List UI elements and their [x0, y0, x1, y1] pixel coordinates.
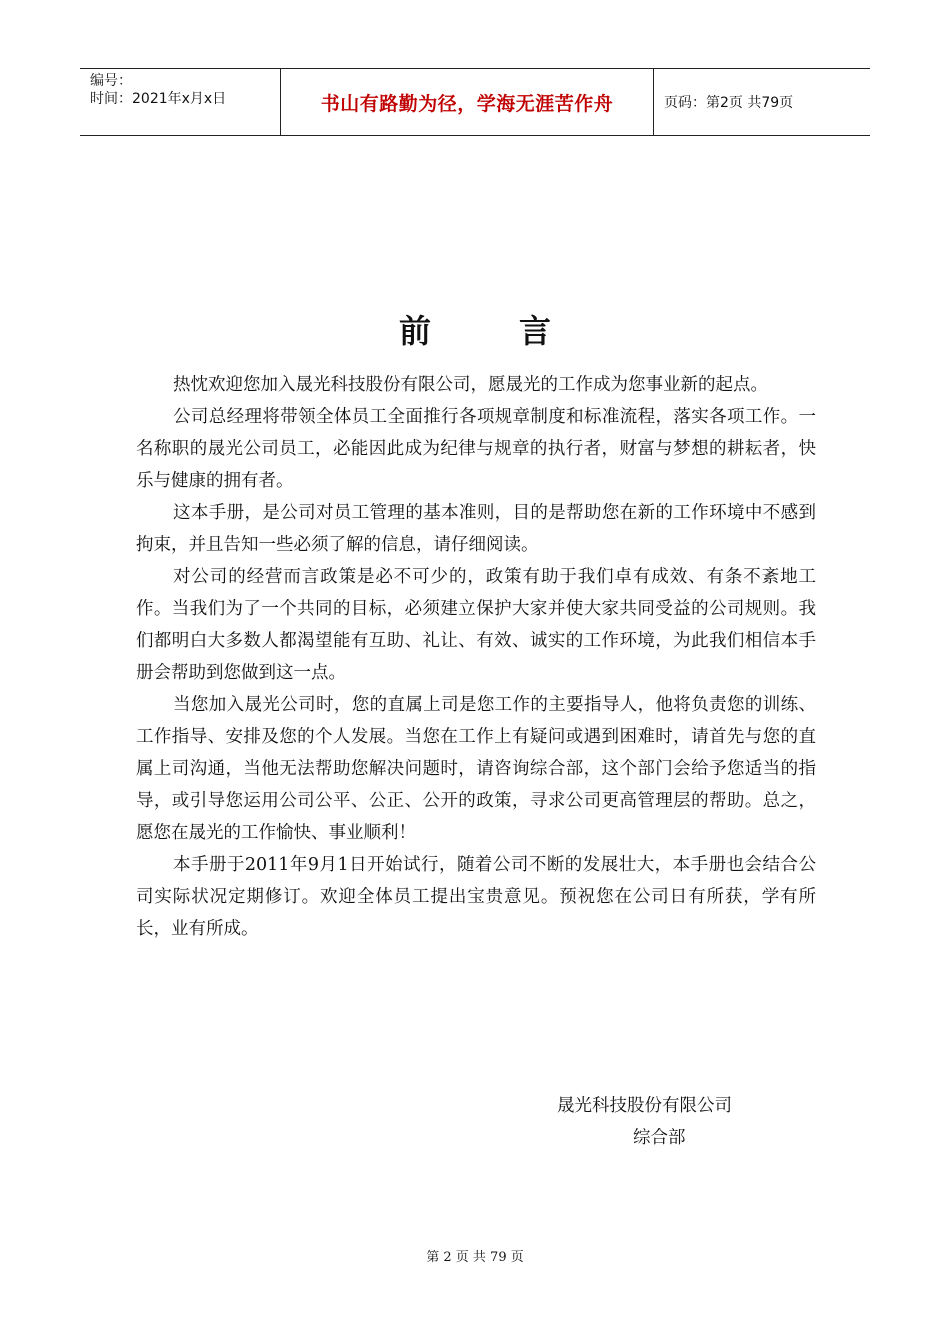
header-page-number: 页码：第2页 共79页	[664, 95, 794, 111]
paragraph: 这本手册，是公司对员工管理的基本准则，目的是帮助您在新的工作环境中不感到拘束，并且告知一些必须了解的信息，请仔细阅读。	[136, 503, 816, 555]
page-footer: 第 2 页 共 79 页	[426, 1250, 524, 1265]
paragraph: 对公司的经营而言政策是必不可少的，政策有助于我们卓有成效、有条不紊地工作。当我们为了一个共同的目标，必须建立保护大家并使大家共同受益的公司规则。我们都明白大多数人都渴望能有互助、礼让、有效、诚实的工作环境，为此我们相信本手册会帮助到您做到这一点。	[136, 567, 816, 683]
signature-block	[557, 1090, 757, 1154]
paragraph: 热忱欢迎您加入晟光科技股份有限公司，愿晟光的工作成为您事业新的起点。	[173, 375, 768, 395]
paragraph: 公司总经理将带领全体员工全面推行各项规章制度和标准流程，落实各项工作。一名称职的晟光公司员工，必能因此成为纪律与规章的执行者，财富与梦想的耕耘者，快乐与健康的拥有者。	[136, 407, 816, 491]
page-title: 前言	[398, 312, 639, 350]
doc-number-label: 编号：	[90, 73, 132, 89]
doc-time-label: 时间：2021年x月x日	[90, 91, 227, 107]
page-header	[80, 68, 870, 136]
header-meta	[80, 69, 281, 135]
paragraph: 本手册于2011年9月1日开始试行，随着公司不断的发展壮大，本手册也会结合公司实际状况定期修订。欢迎全体员工提出宝贵意见。预祝您在公司日有所获，学有所长，业有所成。	[136, 855, 816, 939]
signature-company: 晟光科技股份有限公司	[557, 1096, 732, 1116]
header-motto: 书山有路勤为径，学海无涯苦作舟	[281, 69, 654, 135]
preface-body	[136, 369, 816, 945]
paragraph: 当您加入晟光公司时，您的直属上司是您工作的主要指导人，他将负责您的训练、工作指导、安排及您的个人发展。当您在工作上有疑问或遇到困难时，请首先与您的直属上司沟通，当他无法帮助您解决问题时，请咨询综合部，这个部门会给予您适当的指导，或引导您运用公司公平、公正、公开的政策，寻求公司更高管理层的帮助。总之，愿您在晟光的工作愉快、事业顺利！	[136, 695, 816, 843]
signature-department: 综合部	[633, 1128, 686, 1148]
